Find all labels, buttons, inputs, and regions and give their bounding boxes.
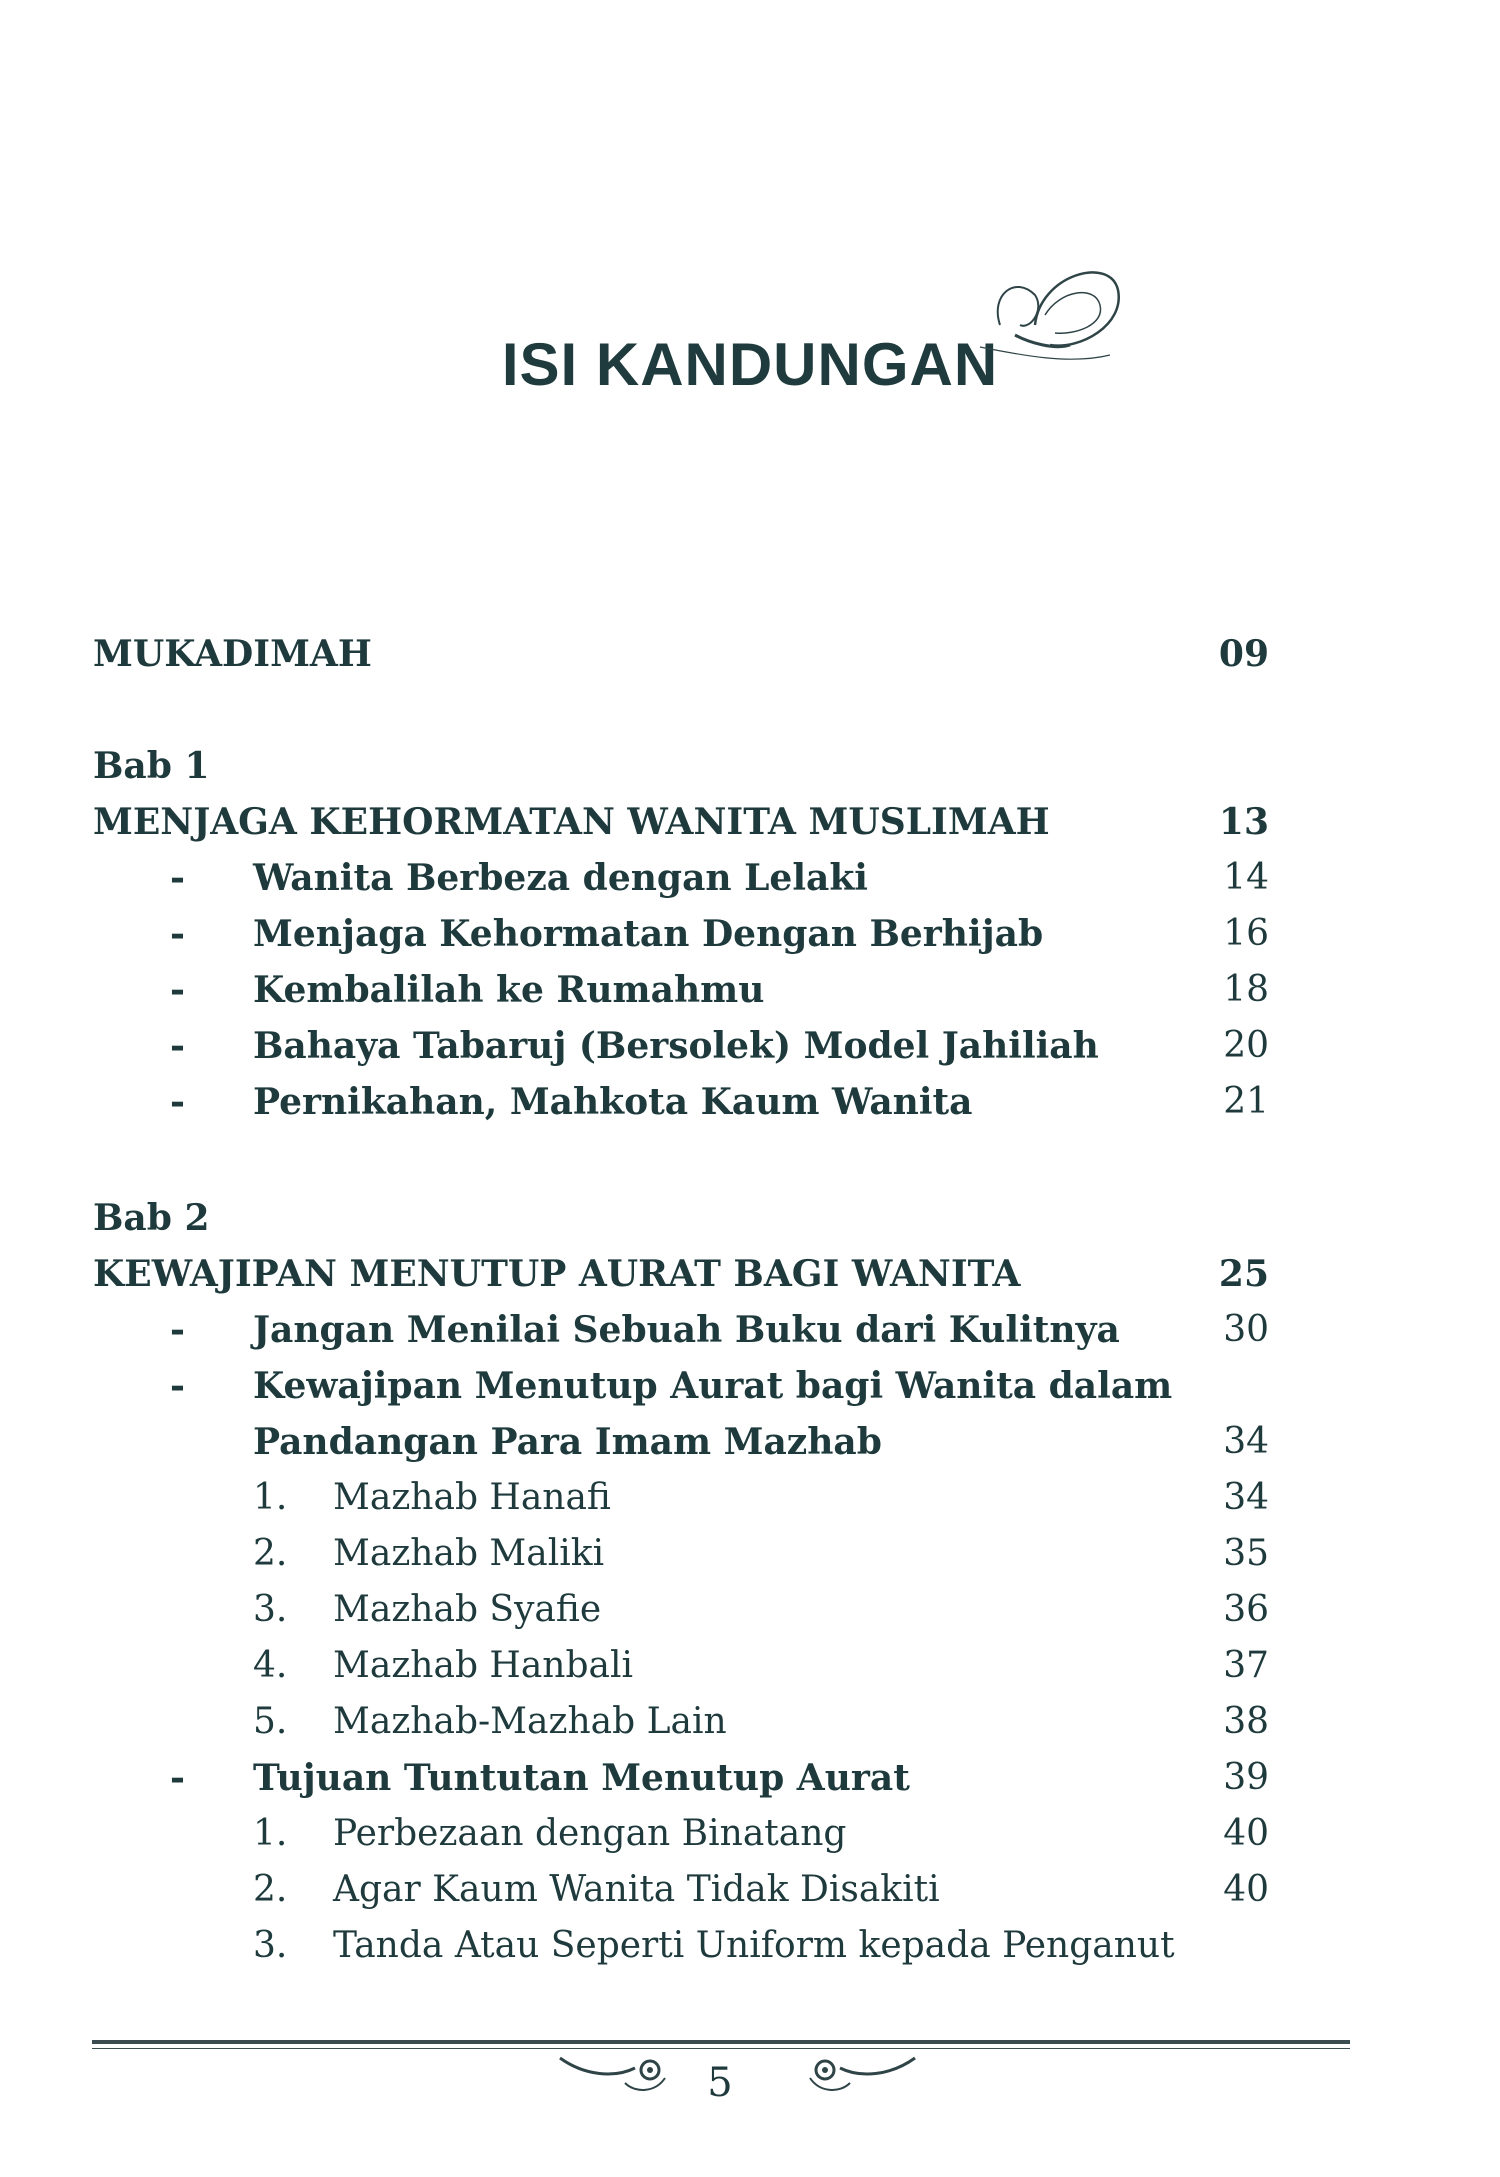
toc-entry-page: 21 bbox=[1223, 1081, 1269, 1122]
chapter-label-bab1: Bab 1 bbox=[93, 745, 210, 787]
chapter-heading-bab1: MENJAGA KEHORMATAN WANITA MUSLIMAH bbox=[93, 801, 1050, 843]
toc-entry-label: Mazhab Hanafi bbox=[333, 1477, 611, 1518]
toc-entry-label-line2: Pandangan Para Imam Mazhab bbox=[253, 1421, 882, 1463]
footer-rule-thick bbox=[92, 2040, 1350, 2044]
title-block bbox=[0, 330, 1500, 399]
toc-entry-page: 16 bbox=[1223, 913, 1269, 954]
toc-entry-page: 40 bbox=[1223, 1869, 1269, 1910]
butterfly-ornament-icon bbox=[960, 255, 1130, 385]
list-number: 5. bbox=[253, 1701, 288, 1742]
chapter-heading-bab2: KEWAJIPAN MENUTUP AURAT BAGI WANITA bbox=[93, 1253, 1021, 1295]
list-number: 3. bbox=[253, 1925, 288, 1966]
toc-entry-page: 35 bbox=[1223, 1533, 1269, 1574]
list-number: 2. bbox=[253, 1533, 288, 1574]
bullet-dash: - bbox=[170, 1025, 185, 1067]
toc-page-mukadimah: 09 bbox=[1218, 633, 1269, 675]
bullet-dash: - bbox=[170, 1365, 185, 1407]
toc-entry-page: 40 bbox=[1223, 1813, 1269, 1854]
bullet-dash: - bbox=[170, 1309, 185, 1351]
toc-entry-page: 36 bbox=[1223, 1589, 1269, 1630]
toc-entry-page: 34 bbox=[1223, 1477, 1269, 1518]
right-flourish-icon bbox=[770, 2048, 920, 2098]
toc-entry-label: Bahaya Tabaruj (Bersolek) Model Jahiliah bbox=[253, 1025, 1099, 1067]
toc-entry-label: Tujuan Tuntutan Menutup Aurat bbox=[253, 1757, 910, 1799]
list-number: 4. bbox=[253, 1645, 288, 1686]
toc-entry-label: Mazhab Hanbali bbox=[333, 1645, 634, 1686]
toc-entry-page: 37 bbox=[1223, 1645, 1269, 1686]
toc-entry-page: 34 bbox=[1223, 1421, 1269, 1462]
page-title: ISI KANDUNGAN bbox=[501, 331, 999, 398]
toc-entry-label: Jangan Menilai Sebuah Buku dari Kulitnya bbox=[253, 1309, 1120, 1351]
page-number: 5 bbox=[707, 2060, 733, 2106]
toc-entry-label: Menjaga Kehormatan Dengan Berhijab bbox=[253, 913, 1044, 955]
list-number: 1. bbox=[253, 1813, 288, 1854]
toc-entry-label: Mazhab Maliki bbox=[333, 1533, 605, 1574]
list-number: 3. bbox=[253, 1589, 288, 1630]
chapter-page-bab1: 13 bbox=[1218, 801, 1269, 843]
toc-entry-label: Mazhab-Mazhab Lain bbox=[333, 1701, 727, 1742]
bullet-dash: - bbox=[170, 1081, 185, 1123]
toc-entry-label: Tanda Atau Seperti Uniform kepada Penganut bbox=[333, 1925, 1175, 1966]
toc-entry-label: Pernikahan, Mahkota Kaum Wanita bbox=[253, 1081, 973, 1123]
toc-entry-label: Wanita Berbeza dengan Lelaki bbox=[253, 857, 868, 899]
bullet-dash: - bbox=[170, 1757, 185, 1799]
toc-entry-label: Perbezaan dengan Binatang bbox=[333, 1813, 847, 1854]
toc-entry-label: Mazhab Syafie bbox=[333, 1589, 602, 1630]
list-number: 1. bbox=[253, 1477, 288, 1518]
bullet-dash: - bbox=[170, 913, 185, 955]
left-flourish-icon bbox=[555, 2048, 705, 2098]
toc-entry-page: 38 bbox=[1223, 1701, 1269, 1742]
bullet-dash: - bbox=[170, 969, 185, 1011]
footer-rule-thin bbox=[92, 2048, 1350, 2049]
toc-entry-page: 30 bbox=[1223, 1309, 1269, 1350]
toc-entry-label: Kembalilah ke Rumahmu bbox=[253, 969, 765, 1011]
list-number: 2. bbox=[253, 1869, 288, 1910]
toc-entry-page: 39 bbox=[1223, 1757, 1269, 1798]
toc-entry-mukadimah: MUKADIMAH bbox=[93, 633, 372, 675]
toc-entry-page: 18 bbox=[1223, 969, 1269, 1010]
chapter-label-bab2: Bab 2 bbox=[93, 1197, 210, 1239]
bullet-dash: - bbox=[170, 857, 185, 899]
chapter-page-bab2: 25 bbox=[1218, 1253, 1269, 1295]
toc-entry-label-line1: Kewajipan Menutup Aurat bagi Wanita dalam bbox=[253, 1365, 1173, 1407]
toc-entry-page: 14 bbox=[1223, 857, 1269, 898]
toc-entry-page: 20 bbox=[1223, 1025, 1269, 1066]
toc-entry-label: Agar Kaum Wanita Tidak Disakiti bbox=[333, 1869, 940, 1910]
